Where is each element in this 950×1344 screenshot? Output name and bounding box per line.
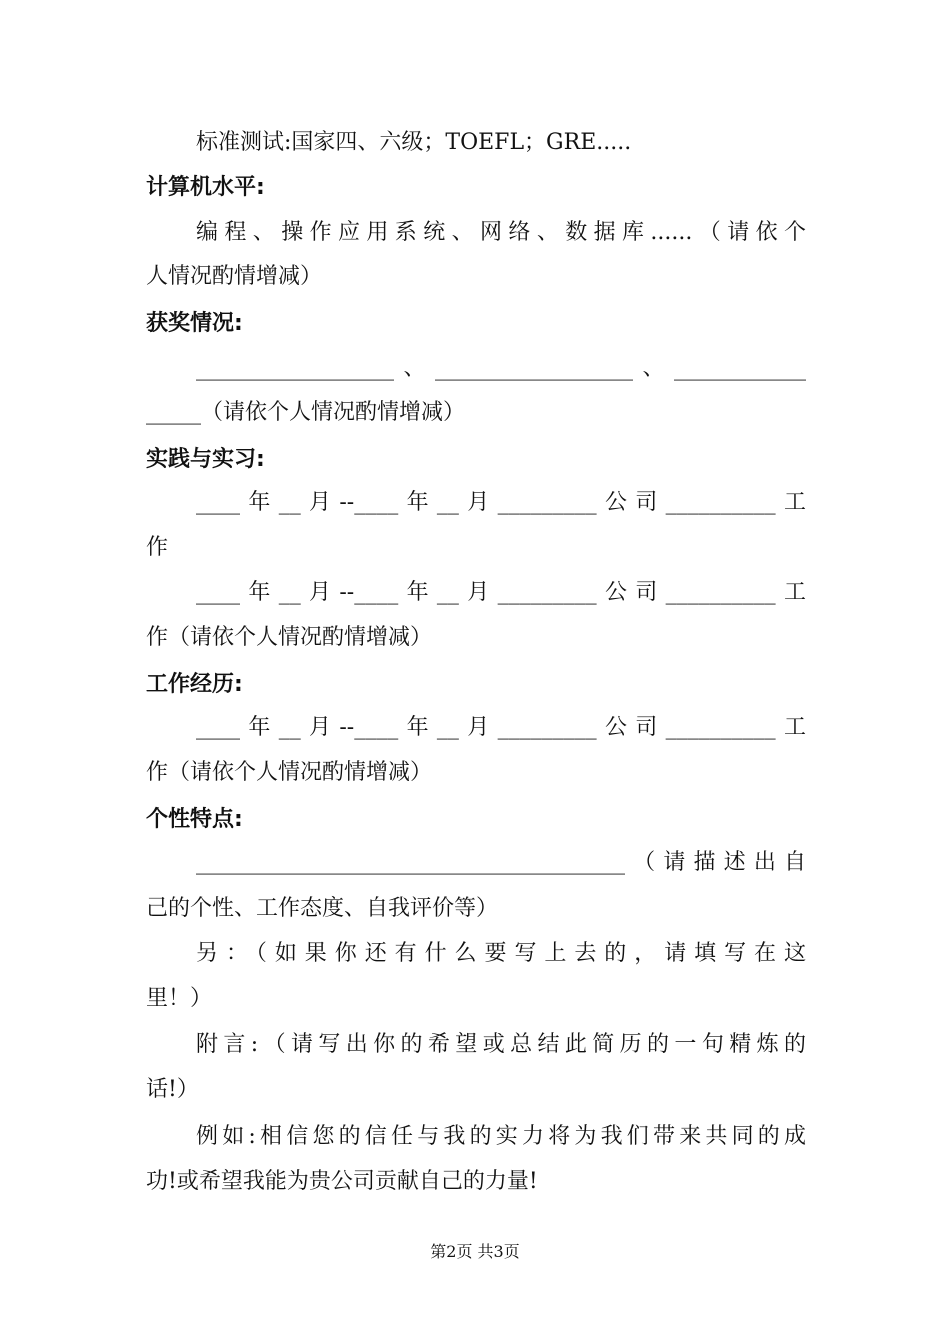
computer-skills-heading: 计算机水平: [146, 175, 265, 200]
work-entry-line-1: ____年__月--____年__月_________公司__________工 [196, 715, 806, 740]
awards-blanks-line-2: _____（请依个人情况酌情增减） [146, 400, 466, 425]
standard-tests-line: 标准测试:国家四、六级；TOEFL；GRE..... [196, 130, 632, 155]
personality-line-2: 己的个性、工作态度、自我评价等） [146, 896, 499, 921]
personality-heading: 个性特点: [146, 807, 243, 832]
work-history-heading: 工作经历: [146, 672, 243, 697]
additional-note-line-2: 里！） [146, 986, 213, 1011]
postscript-line-2: 话!） [146, 1077, 199, 1102]
computer-skills-line-2: 人情况酌情增减） [146, 264, 323, 289]
practice-entry-2-line-1: ____年__月--____年__月_________公司__________工 [196, 580, 806, 605]
page-number-footer: 第2页 共3页 [430, 1242, 520, 1261]
practice-entry-2-line-2: 作（请依个人情况酌情增减） [146, 625, 433, 650]
practice-entry-1-line-1: ____年__月--____年__月_________公司__________工 [196, 490, 806, 515]
example-line-2: 功!或希望我能为贵公司贡献自己的力量! [146, 1169, 538, 1194]
practice-heading: 实践与实习: [146, 447, 265, 472]
awards-heading: 获奖情况: [146, 311, 243, 336]
personality-line-1: _______________________________________（请描述出自 [196, 850, 806, 875]
example-line-1: 例如:相信您的信任与我的实力将为我们带来共同的成 [196, 1124, 806, 1149]
work-entry-line-2: 作（请依个人情况酌情增减） [146, 760, 433, 785]
postscript-line-1: 附言:（请写出你的希望或总结此简历的一句精炼的 [196, 1032, 806, 1057]
additional-note-line-1: 另：（如果你还有什么要写上去的，请填写在这 [196, 941, 806, 966]
awards-blanks-line-1: __________________、__________________、____________ [196, 356, 806, 381]
computer-skills-line-1: 编程、操作应用系统、网络、数据库......（请依个 [196, 220, 806, 245]
practice-entry-1-line-2: 作 [146, 535, 169, 560]
